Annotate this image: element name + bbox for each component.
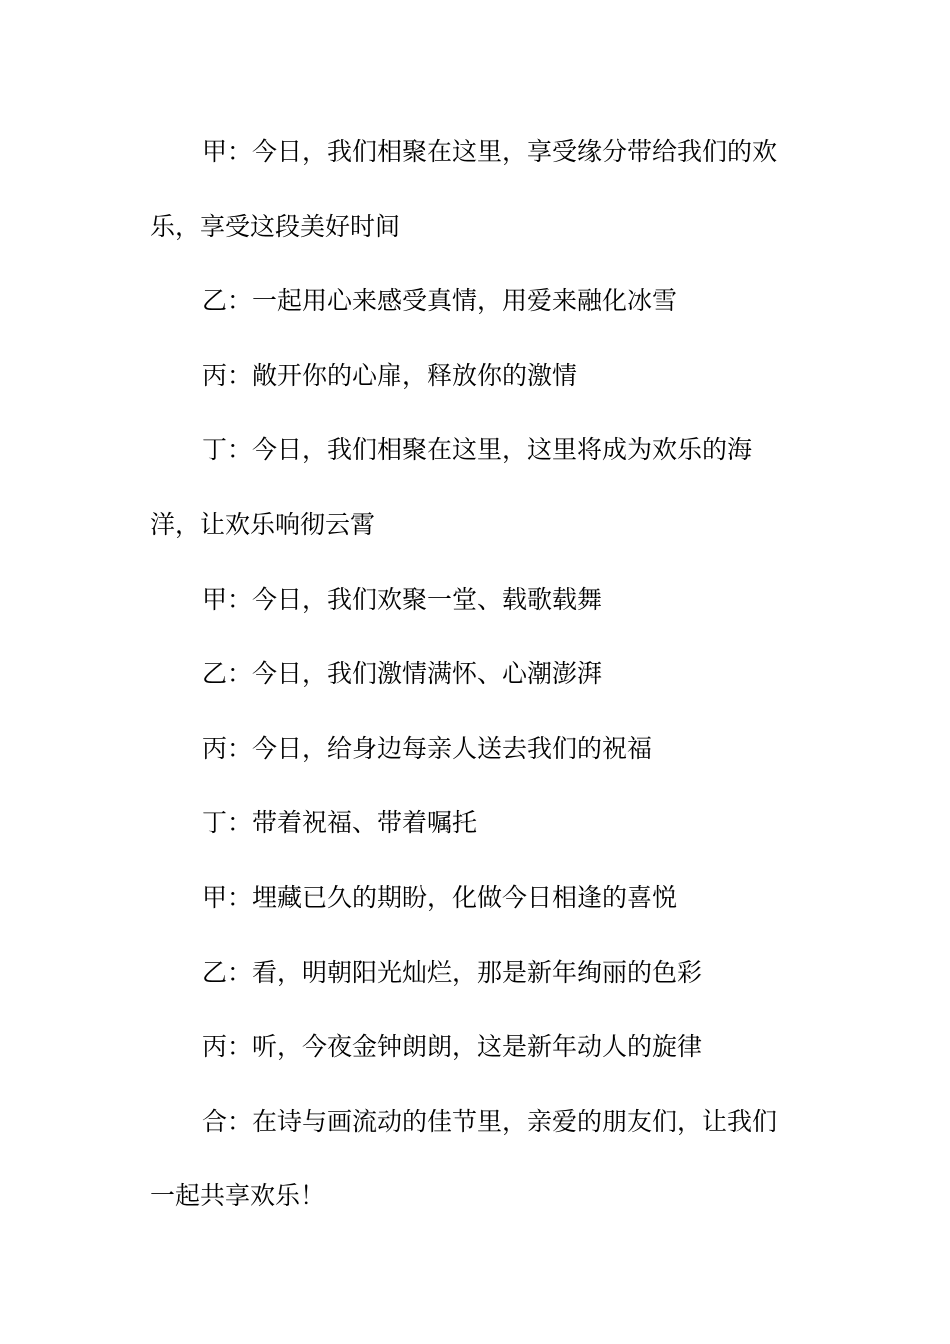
text-line: 一起共享欢乐！ xyxy=(150,1181,326,1211)
text-line: 甲：埋藏已久的期盼，化做今日相逢的喜悦 xyxy=(202,882,678,912)
text-line: 乙：看，明朝阳光灿烂，那是新年绚丽的色彩 xyxy=(202,957,703,987)
text-line: 丙：敞开你的心扉，释放你的激情 xyxy=(202,360,578,390)
document-body xyxy=(150,115,800,1234)
text-line: 丙：听，今夜金钟朗朗，这是新年动人的旋律 xyxy=(202,1032,703,1062)
text-line: 丁：带着祝福、带着嘱托 xyxy=(202,808,478,838)
text-line: 丁：今日，我们相聚在这里，这里将成为欢乐的海 xyxy=(202,435,753,465)
text-line: 乙：一起用心来感受真情，用爱来融化冰雪 xyxy=(202,286,678,316)
text-line: 丙：今日，给身边每亲人送去我们的祝福 xyxy=(202,733,653,763)
text-line: 洋，让欢乐响彻云霄 xyxy=(150,509,376,539)
text-line: 合：在诗与画流动的佳节里，亲爱的朋友们，让我们 xyxy=(202,1106,778,1136)
text-line: 乐，享受这段美好时间 xyxy=(150,211,401,241)
text-line: 甲：今日，我们相聚在这里，享受缘分带给我们的欢 xyxy=(202,137,778,166)
text-line: 甲：今日，我们欢聚一堂、载歌载舞 xyxy=(202,584,603,614)
text-line: 乙：今日，我们激情满怀、心潮澎湃 xyxy=(202,659,603,689)
